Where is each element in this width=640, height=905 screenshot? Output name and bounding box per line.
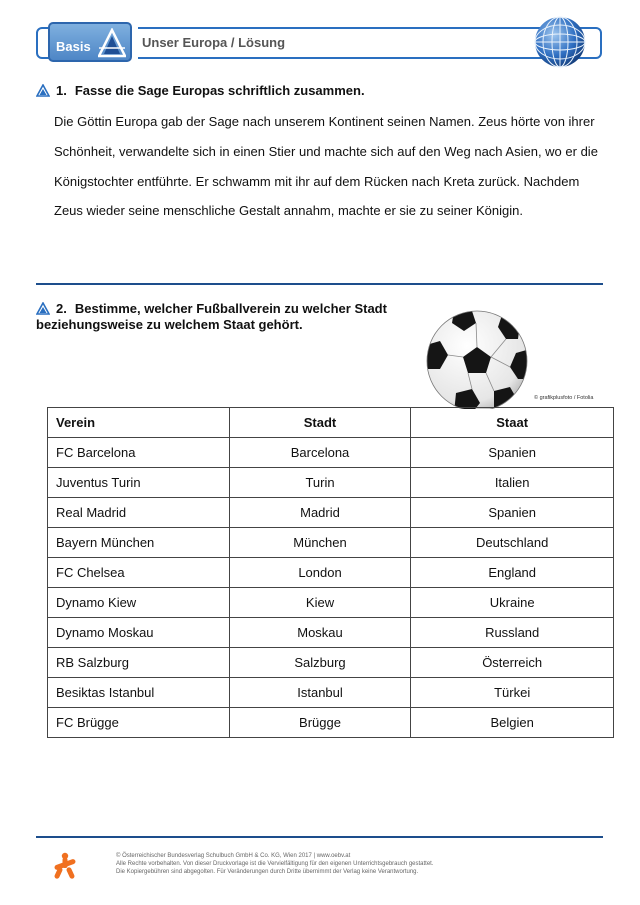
cell-stadt: Madrid	[229, 498, 411, 528]
cell-stadt: Barcelona	[229, 438, 411, 468]
cell-verein: FC Chelsea	[48, 558, 230, 588]
table-row	[48, 618, 614, 648]
cell-verein: RB Salzburg	[48, 648, 230, 678]
table-row	[48, 468, 614, 498]
cell-staat: Russland	[411, 618, 614, 648]
task1-heading	[36, 83, 365, 99]
cell-verein: Besiktas Istanbul	[48, 678, 230, 708]
task2-heading	[36, 301, 387, 333]
table-row	[48, 708, 614, 738]
table-row	[48, 648, 614, 678]
table-row	[48, 678, 614, 708]
cell-staat: Spanien	[411, 498, 614, 528]
column-header-staat: Staat	[411, 408, 614, 438]
task-triangle-icon	[36, 84, 50, 97]
cell-staat: Ukraine	[411, 588, 614, 618]
image-credit: © grafikplusfoto / Fotolia	[534, 395, 594, 401]
cell-verein: Dynamo Moskau	[48, 618, 230, 648]
basis-logo-text: Basis	[56, 39, 91, 54]
cell-verein: FC Brügge	[48, 708, 230, 738]
table-row	[48, 588, 614, 618]
footer-line: © Österreichischer Bundesverlag Schulbuch GmbH & Co. KG, Wien 2017 | www.oebv.at	[116, 853, 351, 859]
cell-verein: FC Barcelona	[48, 438, 230, 468]
cell-stadt: Istanbul	[229, 678, 411, 708]
basis-logo	[48, 22, 132, 62]
table-row	[48, 558, 614, 588]
task-triangle-icon	[36, 302, 50, 315]
cell-staat: Türkei	[411, 678, 614, 708]
task2-heading-line1: Bestimme, welcher Fußballverein zu welcher Stadt	[74, 301, 387, 316]
column-header-verein: Verein	[48, 408, 230, 438]
cell-stadt: Kiew	[229, 588, 411, 618]
task1-answer-line: Zeus wieder seine menschliche Gestalt annahm, machte er sie zu seiner Königin.	[54, 203, 523, 218]
task1-heading-text: Fasse die Sage Europas schriftlich zusammen.	[74, 83, 365, 98]
cell-verein: Bayern München	[48, 528, 230, 558]
cell-staat: Italien	[411, 468, 614, 498]
cell-staat: Österreich	[411, 648, 614, 678]
task1-number: 1.	[56, 83, 67, 98]
cell-verein: Juventus Turin	[48, 468, 230, 498]
cell-stadt: London	[229, 558, 411, 588]
table-row	[48, 498, 614, 528]
publisher-logo-icon	[52, 852, 78, 880]
cell-stadt: München	[229, 528, 411, 558]
table-row	[48, 438, 614, 468]
cell-stadt: Salzburg	[229, 648, 411, 678]
column-header-stadt: Stadt	[229, 408, 411, 438]
page-title: Unser Europa / Lösung	[142, 35, 286, 50]
globe-icon	[532, 14, 588, 70]
cell-staat: England	[411, 558, 614, 588]
basis-logo-triangle-icon	[98, 28, 126, 58]
footer-line: Alle Rechte vorbehalten. Von dieser Druckvorlage ist die Vervielfältigung für den eigenen Unterrichtsgebrauch gestattet.	[116, 861, 434, 867]
footer-divider	[36, 836, 603, 838]
footer-copyright	[116, 852, 434, 876]
clubs-table	[47, 407, 614, 738]
task1-answer-line: Die Göttin Europa gab der Sage nach unserem Kontinent seinen Namen. Zeus hörte von ihrer	[54, 114, 595, 129]
section-divider	[36, 283, 603, 285]
footer-line: Die Kopiergebühren sind abgegolten. Für Veränderungen durch Dritte übernimmt der Verlag keine Verantwortung.	[116, 869, 419, 875]
cell-stadt: Turin	[229, 468, 411, 498]
cell-staat: Deutschland	[411, 528, 614, 558]
cell-staat: Spanien	[411, 438, 614, 468]
cell-stadt: Brügge	[229, 708, 411, 738]
task2-heading-line2: beziehungsweise zu welchem Staat gehört.	[36, 317, 303, 332]
task1-answer-line: Schönheit, verwandelte sich in einen Stier und machte sich auf den Weg nach Asien, wo er die	[54, 144, 598, 159]
table-row	[48, 528, 614, 558]
cell-verein: Real Madrid	[48, 498, 230, 528]
task2-number: 2.	[56, 301, 67, 316]
task1-answer-line: Königstochter entführte. Er schwamm mit ihr auf dem Rücken nach Kreta zurück. Nachdem	[54, 174, 580, 189]
cell-verein: Dynamo Kiew	[48, 588, 230, 618]
table-header-row	[48, 408, 614, 438]
cell-staat: Belgien	[411, 708, 614, 738]
soccer-ball-image	[424, 309, 530, 409]
cell-stadt: Moskau	[229, 618, 411, 648]
